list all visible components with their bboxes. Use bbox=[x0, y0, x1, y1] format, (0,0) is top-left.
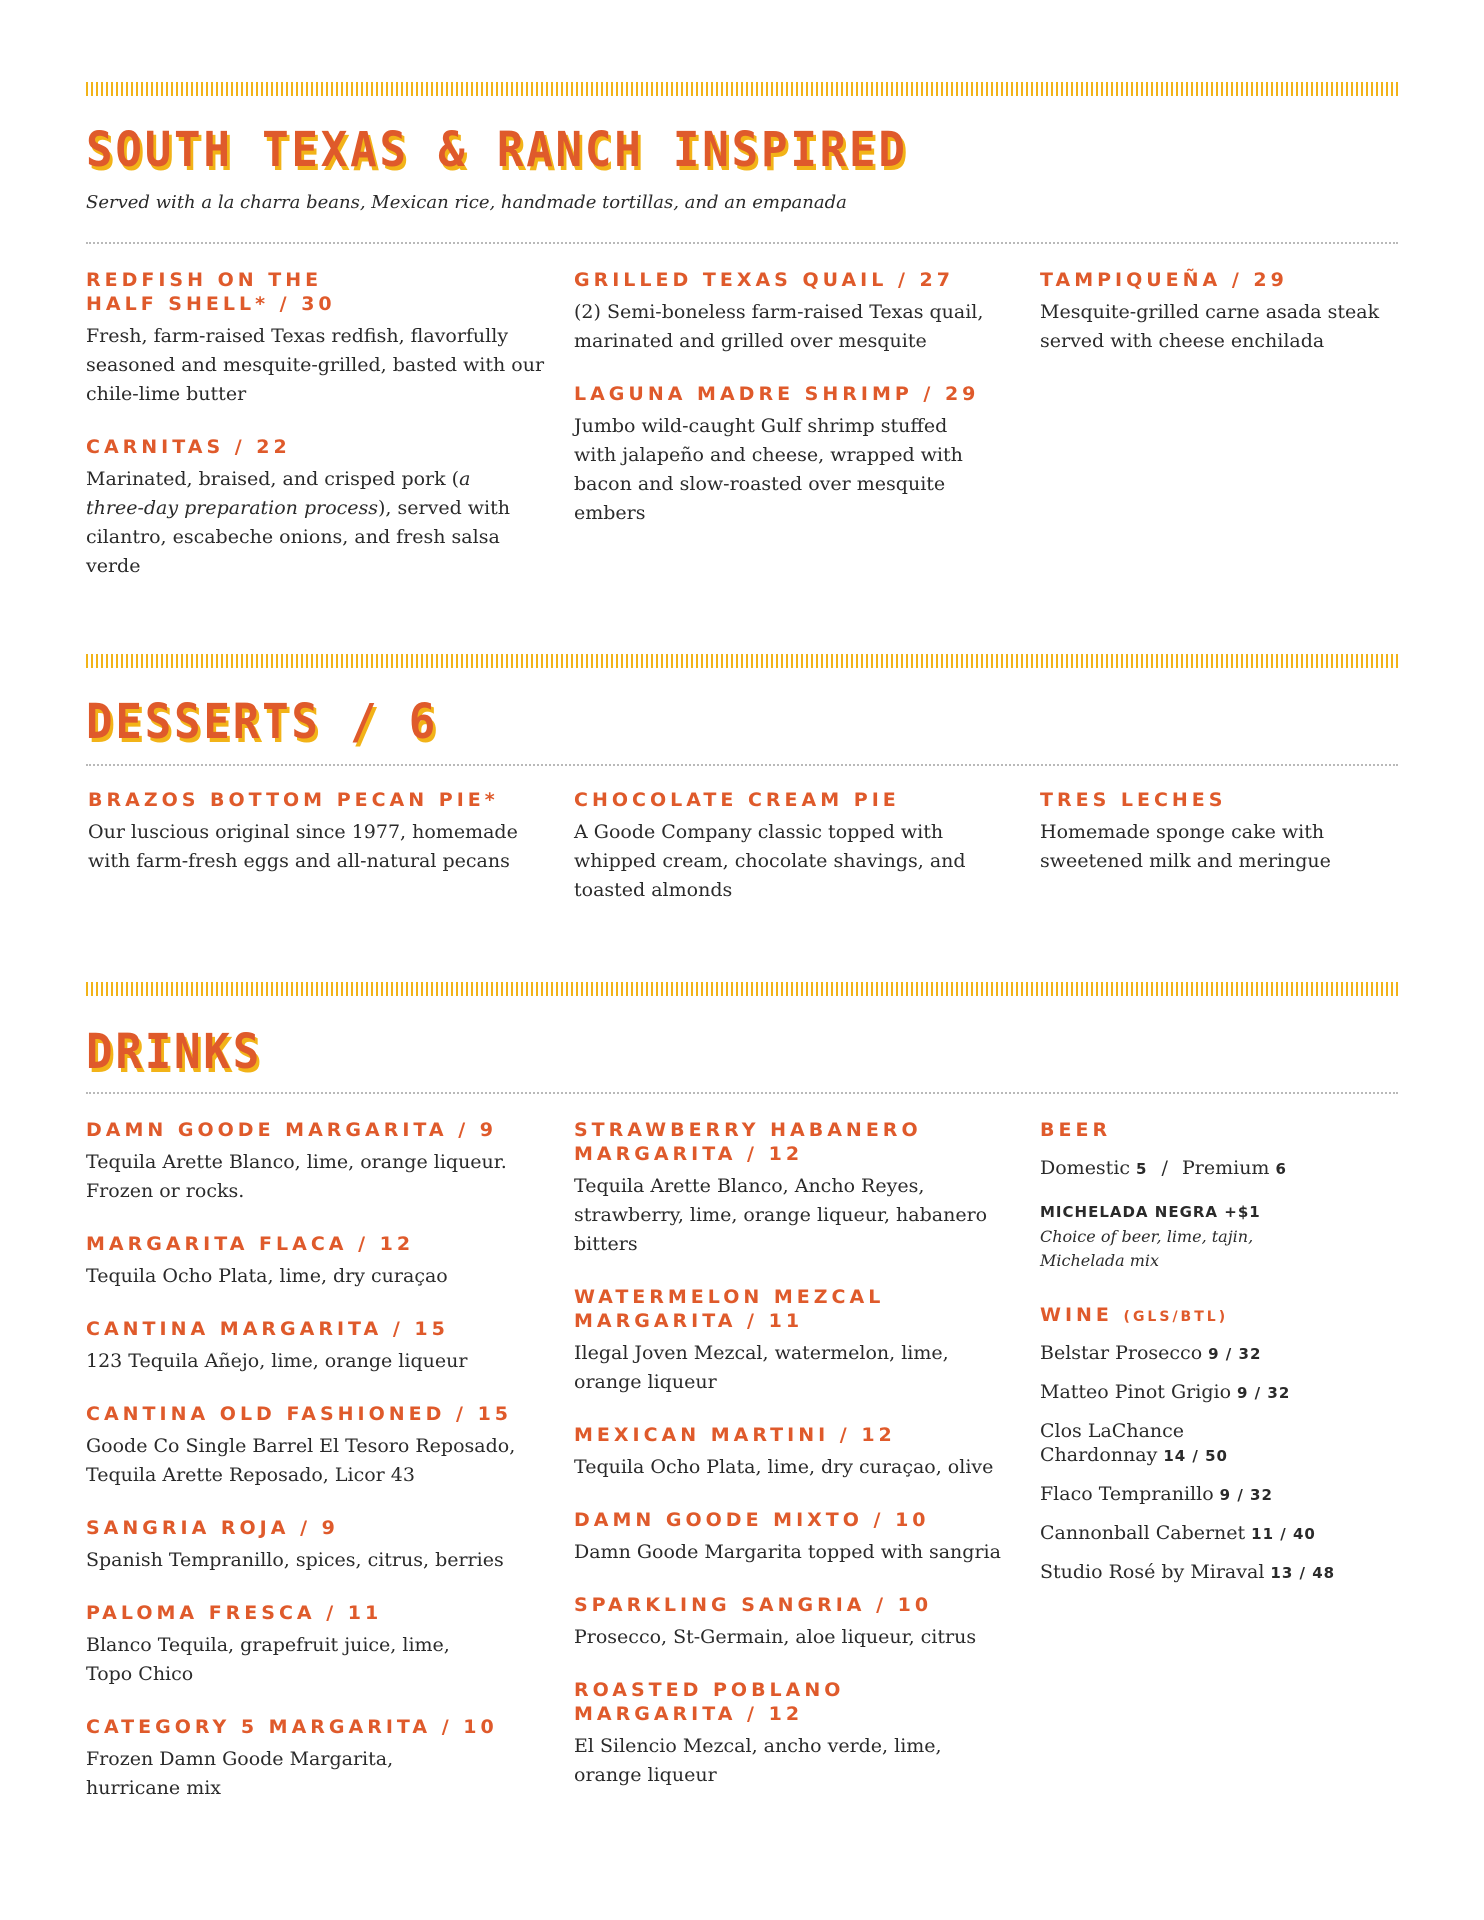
item-title: LAGUNA MADRE SHRIMP / 29 bbox=[574, 383, 980, 405]
menu-item bbox=[574, 268, 1034, 356]
item-title: CARNITAS / 22 bbox=[86, 436, 291, 458]
beer-prices bbox=[1040, 1154, 1400, 1183]
item-description: Goode Co Single Barrel El Tesoro Reposado, Tequila Arette Reposado, Licor 43 bbox=[86, 1435, 516, 1486]
decorative-stripe bbox=[86, 82, 1398, 96]
item-title: ROASTED POBLANO MARGARITA / 12 bbox=[574, 1679, 845, 1725]
wine-item bbox=[1040, 1380, 1400, 1405]
item-description: Prosecco, St-Germain, aloe liqueur, citrus bbox=[574, 1626, 977, 1648]
menu-item bbox=[86, 1118, 556, 1206]
item-description: 123 Tequila Añejo, lime, orange liqueur bbox=[86, 1350, 468, 1372]
item-title: TRES LECHES bbox=[1040, 789, 1227, 811]
item-description: Spanish Tempranillo, spices, citrus, berries bbox=[86, 1549, 504, 1571]
ranch-column-1 bbox=[86, 268, 546, 607]
wine-name: Matteo Pinot Grigio bbox=[1040, 1381, 1232, 1403]
dotted-divider bbox=[86, 242, 1398, 244]
menu-item bbox=[1040, 788, 1400, 876]
wine-heading bbox=[1040, 1303, 1400, 1329]
item-title: SPARKLING SANGRIA / 10 bbox=[574, 1594, 933, 1616]
menu-item bbox=[574, 1678, 1034, 1790]
menu-item bbox=[574, 382, 1034, 528]
menu-item bbox=[1040, 268, 1400, 356]
menu-item bbox=[574, 1118, 1034, 1259]
dessert-column-1 bbox=[88, 788, 548, 902]
menu-item bbox=[86, 268, 546, 409]
menu-item bbox=[86, 1232, 556, 1291]
wine-price: 11 / 40 bbox=[1251, 1525, 1316, 1543]
wine-item bbox=[1040, 1341, 1400, 1366]
wine-label: (GLS/BTL) bbox=[1123, 1309, 1229, 1325]
section-title-drinks: DRINKS bbox=[86, 1024, 263, 1080]
wine-name: Studio Rosé by Miraval bbox=[1040, 1561, 1265, 1583]
item-title: DAMN GOODE MARGARITA / 9 bbox=[86, 1119, 497, 1141]
wine-list bbox=[1040, 1341, 1400, 1585]
wine-item bbox=[1040, 1482, 1400, 1507]
beer-premium-label: Premium bbox=[1181, 1157, 1270, 1179]
item-description: Ilegal Joven Mezcal, watermelon, lime, orange liqueur bbox=[574, 1342, 949, 1393]
decorative-stripe bbox=[86, 654, 1398, 668]
item-title: DAMN GOODE MIXTO / 10 bbox=[574, 1509, 930, 1531]
drinks-column-2 bbox=[574, 1118, 1034, 1816]
item-title: STRAWBERRY HABANERO MARGARITA / 12 bbox=[574, 1119, 922, 1165]
dotted-divider bbox=[86, 764, 1398, 766]
menu-item bbox=[86, 1402, 556, 1490]
beer-title: BEER bbox=[1040, 1119, 1112, 1141]
wine-name: Clos LaChance Chardonnay bbox=[1040, 1420, 1185, 1466]
wine-title: WINE bbox=[1040, 1304, 1113, 1326]
menu-item bbox=[86, 1601, 556, 1689]
desc-text: Marinated, braised, and crisped pork ( bbox=[86, 468, 460, 490]
item-description: Fresh, farm-raised Texas redfish, flavorfully seasoned and mesquite-grilled, basted with our chile-lime butter bbox=[86, 325, 545, 405]
menu-item bbox=[86, 1317, 556, 1376]
wine-block bbox=[1040, 1303, 1400, 1585]
wine-price: 9 / 32 bbox=[1237, 1384, 1291, 1402]
menu-item bbox=[86, 1715, 556, 1803]
beer-premium-price: 6 bbox=[1275, 1160, 1287, 1178]
menu-item bbox=[574, 1508, 1034, 1567]
menu-item bbox=[574, 1423, 1034, 1482]
item-description: Jumbo wild-caught Gulf shrimp stuffed with jalapeño and cheese, wrapped with bacon and slow-roasted over mesquite embers bbox=[574, 415, 963, 524]
item-description: Tequila Ocho Plata, lime, dry curaçao, olive bbox=[574, 1456, 994, 1478]
item-title: GRILLED TEXAS QUAIL / 27 bbox=[574, 269, 954, 291]
ranch-column-2 bbox=[574, 268, 1034, 554]
item-title: REDFISH ON THE HALF SHELL* / 30 bbox=[86, 269, 336, 315]
wine-price: 13 / 48 bbox=[1270, 1564, 1336, 1582]
item-title: CATEGORY 5 MARGARITA / 10 bbox=[86, 1716, 498, 1738]
decorative-stripe bbox=[86, 982, 1398, 996]
wine-item bbox=[1040, 1560, 1400, 1585]
item-description: Damn Goode Margarita topped with sangria bbox=[574, 1541, 1001, 1563]
item-description: Tequila Arette Blanco, lime, orange liqueur. Frozen or rocks. bbox=[86, 1151, 507, 1202]
wine-price: 9 / 32 bbox=[1219, 1486, 1273, 1504]
item-title: PALOMA FRESCA / 11 bbox=[86, 1602, 383, 1624]
michelada-title: MICHELADA NEGRA +$1 bbox=[1040, 1203, 1261, 1221]
menu-item bbox=[574, 1593, 1034, 1652]
ranch-column-3 bbox=[1040, 268, 1400, 382]
item-description: Frozen Damn Goode Margarita, hurricane mix bbox=[86, 1748, 394, 1799]
item-title: CANTINA OLD FASHIONED / 15 bbox=[86, 1403, 513, 1425]
section-title-ranch: SOUTH TEXAS & RANCH INSPIRED bbox=[86, 122, 908, 178]
beer-separator: / bbox=[1161, 1157, 1168, 1179]
desc-italic: a three-day preparation process bbox=[86, 468, 471, 519]
michelada-description: Choice of beer, lime, tajin, Michelada mix bbox=[1040, 1227, 1254, 1270]
item-description: Blanco Tequila, grapefruit juice, lime, Topo Chico bbox=[86, 1634, 450, 1685]
wine-name: Flaco Tempranillo bbox=[1040, 1483, 1214, 1505]
menu-item bbox=[574, 788, 1014, 905]
item-description: Tequila Arette Blanco, Ancho Reyes, strawberry, lime, orange liqueur, habanero bitters bbox=[574, 1175, 988, 1255]
dessert-column-3 bbox=[1040, 788, 1400, 902]
item-description: El Silencio Mezcal, ancho verde, lime, orange liqueur bbox=[574, 1735, 942, 1786]
wine-item bbox=[1040, 1521, 1400, 1546]
item-title: BRAZOS BOTTOM PECAN PIE* bbox=[88, 789, 499, 811]
menu-item bbox=[574, 1285, 1034, 1397]
section-subtitle-ranch: Served with a la charra beans, Mexican rice, handmade tortillas, and an empanada bbox=[86, 192, 847, 213]
wine-item bbox=[1040, 1419, 1240, 1468]
drinks-column-1 bbox=[86, 1118, 556, 1829]
beer-domestic-label: Domestic bbox=[1040, 1157, 1131, 1179]
item-title: CANTINA MARGARITA / 15 bbox=[86, 1318, 449, 1340]
item-description: Mesquite-grilled carne asada steak served with cheese enchilada bbox=[1040, 301, 1380, 352]
item-description: A Goode Company classic topped with whipped cream, chocolate shavings, and toasted almonds bbox=[574, 821, 966, 901]
beer-block bbox=[1040, 1118, 1400, 1273]
desc-text: ), served with cilantro, escabeche onions, and fresh salsa verde bbox=[86, 497, 510, 577]
item-description: Our luscious original since 1977, homemade with farm-fresh eggs and all-natural pecans bbox=[88, 821, 518, 872]
item-title: MEXICAN MARTINI / 12 bbox=[574, 1424, 896, 1446]
item-title: SANGRIA ROJA / 9 bbox=[86, 1517, 339, 1539]
wine-name: Belstar Prosecco bbox=[1040, 1342, 1203, 1364]
drinks-column-3 bbox=[1040, 1118, 1400, 1611]
menu-item bbox=[86, 1516, 556, 1575]
wine-price: 14 / 50 bbox=[1163, 1447, 1228, 1465]
item-description: Tequila Ocho Plata, lime, dry curaçao bbox=[86, 1265, 448, 1287]
menu-item bbox=[86, 435, 546, 581]
dessert-column-2 bbox=[574, 788, 1014, 931]
item-title: TAMPIQUEÑA / 29 bbox=[1040, 269, 1288, 291]
item-description bbox=[86, 465, 526, 581]
item-title: CHOCOLATE CREAM PIE bbox=[574, 789, 900, 811]
item-description: Homemade sponge cake with sweetened milk and meringue bbox=[1040, 821, 1331, 872]
menu-item bbox=[88, 788, 548, 876]
beer-domestic-price: 5 bbox=[1136, 1160, 1148, 1178]
dotted-divider bbox=[86, 1092, 1398, 1094]
item-title: WATERMELON MEZCAL MARGARITA / 11 bbox=[574, 1286, 885, 1332]
item-description: (2) Semi-boneless farm-raised Texas quail, marinated and grilled over mesquite bbox=[574, 301, 984, 352]
wine-name: Cannonball Cabernet bbox=[1040, 1522, 1246, 1544]
wine-price: 9 / 32 bbox=[1208, 1345, 1262, 1363]
item-title: MARGARITA FLACA / 12 bbox=[86, 1233, 415, 1255]
section-title-desserts: DESSERTS / 6 bbox=[86, 694, 439, 750]
